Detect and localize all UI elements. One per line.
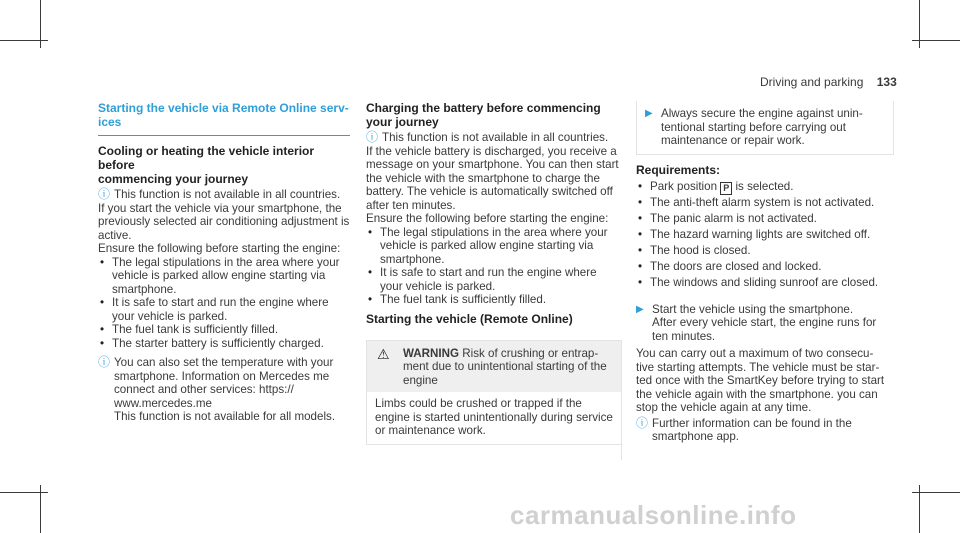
column-2 xyxy=(366,101,622,445)
list-item: • Park position P is selected. xyxy=(636,179,894,195)
step-text: Always secure the engine against unin- tentional starting before carrying out maintenance or repair work. xyxy=(661,107,863,147)
list-item: • The legal stipulations in the area where your vehicle is parked allow engine starting via smartphone. xyxy=(366,226,622,267)
list-item: • The doors are closed and locked. xyxy=(636,259,894,275)
section-title: Starting the vehicle via Remote Online serv- ices xyxy=(98,101,349,129)
running-header xyxy=(760,75,897,89)
list-item: • The fuel tank is sufficiently filled. xyxy=(366,293,622,307)
warning-header xyxy=(367,341,621,393)
list-item: • It is safe to start and run the engine where your vehicle is parked. xyxy=(98,296,350,323)
title-rule xyxy=(98,135,350,136)
info-icon: ⓘ xyxy=(366,130,379,144)
warning-box xyxy=(366,340,622,445)
warning-body: Limbs could be crushed or trapped if the engine is started unintentionally during service or maintenance work. xyxy=(375,397,613,437)
paragraph: If the vehicle battery is discharged, you receive a message on your smartphone. You can then start the vehicle with the smartphone to charge the battery. The vehicle is automatically switched off after ten minutes. xyxy=(366,144,619,212)
list-item: • The hood is closed. xyxy=(636,243,894,259)
step-arrow-icon: ▶ xyxy=(636,303,644,315)
list-item: • The anti-theft alarm system is not activated. xyxy=(636,195,894,211)
warning-box-continued xyxy=(636,101,894,155)
step-arrow-icon: ▶ xyxy=(645,108,653,119)
info-text: This function is not available in all countries. xyxy=(382,131,609,144)
info-note xyxy=(98,356,350,424)
column-divider xyxy=(621,412,622,460)
subsection-title: Starting the vehicle (Remote Online) xyxy=(366,311,573,326)
list-item: • The legal stipulations in the area where your vehicle is parked allow engine starting via smartphone. xyxy=(98,256,350,297)
paragraph: You can carry out a maximum of two consecu- tive starting attempts. The vehicle must be star- ted once with the SmartKey before trying to start the vehicle again with the smartphone. you can stop the vehicle again at any time. xyxy=(636,347,885,414)
warning-head-text: Risk of crushing or entrap- ment due to unintentional starting of the engine xyxy=(403,346,607,387)
requirements-title: Requirements: xyxy=(636,162,721,177)
info-icon: ⓘ xyxy=(98,355,111,369)
instruction-step xyxy=(645,107,885,148)
info-note xyxy=(366,131,622,145)
list-item: • The starter battery is sufficiently charged. xyxy=(98,337,350,351)
warning-label: WARNING xyxy=(403,346,460,360)
list-item: • The panic alarm is not activated. xyxy=(636,211,894,227)
info-text: You can also set the temperature with your smartphone. Information on Mercedes me connect and other services: https:// www.mercedes.me This function is not available for all models. xyxy=(114,356,336,423)
crop-mark xyxy=(0,40,48,41)
page-number: 133 xyxy=(876,75,897,89)
info-text: Further information can be found in the smartphone app. xyxy=(652,416,852,443)
section-name: Driving and parking xyxy=(760,75,864,89)
requirements-list xyxy=(636,179,894,291)
info-text: This function is not available in all countries. xyxy=(114,188,341,201)
list-item: • The hazard warning lights are switched off. xyxy=(636,227,894,243)
info-note xyxy=(636,417,894,444)
column-1 xyxy=(98,101,350,424)
bullet-list xyxy=(366,226,622,307)
info-icon: ⓘ xyxy=(636,415,649,430)
paragraph: Ensure the following before starting the engine: xyxy=(98,242,341,255)
instruction-step xyxy=(636,303,894,344)
column-3 xyxy=(636,101,894,444)
park-key-icon: P xyxy=(720,182,732,195)
subsection-title: Cooling or heating the vehicle interior before commencing your journey xyxy=(98,144,315,186)
list-item: • The fuel tank is sufficiently filled. xyxy=(98,323,350,337)
info-note xyxy=(98,188,350,202)
crop-mark xyxy=(912,40,960,41)
paragraph: If you start the vehicle via your smartphone, the previously selected air conditioning adjustment is active. xyxy=(98,201,350,242)
list-item: • It is safe to start and run the engine where your vehicle is parked. xyxy=(366,266,622,293)
paragraph: Ensure the following before starting the engine: xyxy=(366,212,609,225)
watermark: carmanualsonline.info xyxy=(510,500,797,530)
step-text: Start the vehicle using the smartphone. After every vehicle start, the engine runs for ten minutes. xyxy=(652,302,877,343)
crop-mark xyxy=(0,492,48,493)
warning-icon: ⚠ xyxy=(377,345,390,362)
crop-mark xyxy=(912,492,960,493)
bullet-list xyxy=(98,256,350,351)
subsection-title: Charging the battery before commencing your journey xyxy=(366,101,601,129)
list-item: • The windows and sliding sunroof are closed. xyxy=(636,275,894,291)
info-icon: ⓘ xyxy=(98,187,111,201)
